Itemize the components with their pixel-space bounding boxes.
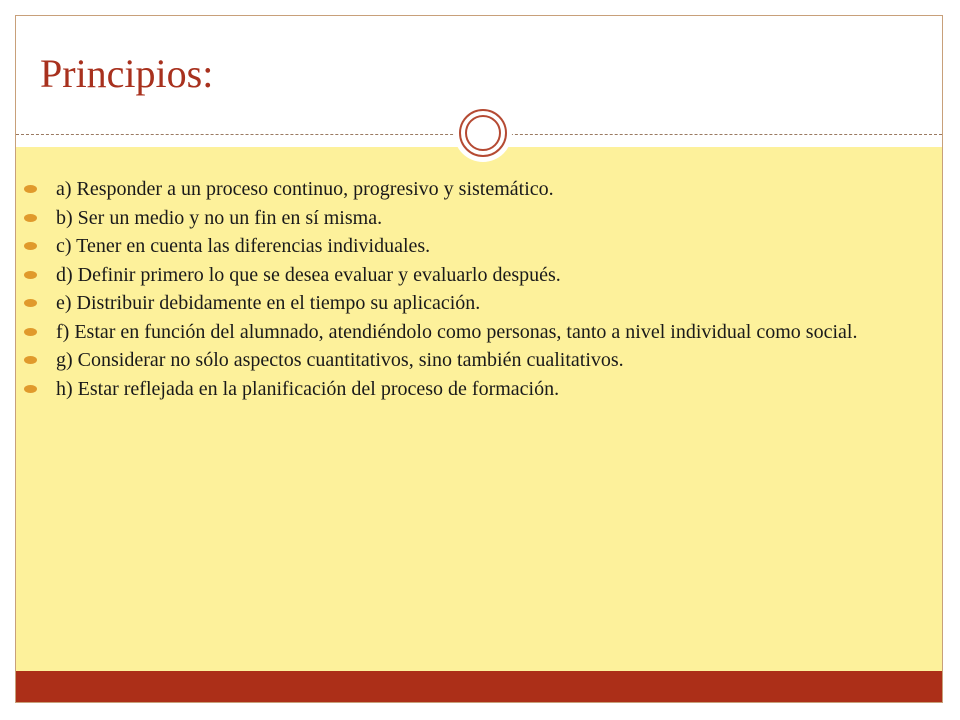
bullet-icon: [24, 242, 37, 250]
list-item-text: h) Estar reflejada en la planificación del proceso de formación.: [56, 377, 560, 400]
bullet-icon: [24, 385, 37, 393]
list-item-text: d) Definir primero lo que se desea evaluar y evaluarlo después.: [56, 263, 561, 286]
list-item: [24, 349, 896, 372]
bullet-icon: [24, 214, 37, 222]
slide-title: Principios:: [40, 51, 214, 96]
bullet-icon: [24, 271, 37, 279]
bottom-bar: [16, 671, 942, 703]
list-item-text: a) Responder a un proceso continuo, progresivo y sistemático.: [56, 178, 554, 200]
list-item: [24, 178, 896, 201]
list-item: [24, 207, 896, 230]
list-item-text: g) Considerar no sólo aspectos cuantitativos, sino también cualitativos.: [56, 349, 624, 371]
list-item-text: f) Estar en función del alumnado, atendiéndolo como personas, tanto a nivel individual como social.: [56, 320, 858, 343]
bullet-icon: [24, 356, 37, 364]
bullet-icon: [24, 328, 37, 336]
list-item: [24, 378, 896, 401]
list-item-text: e) Distribuir debidamente en el tiempo su aplicación.: [56, 292, 481, 314]
list-item-text: b) Ser un medio y no un fin en sí misma.: [56, 206, 383, 229]
list-item-text: c) Tener en cuenta las diferencias individuales.: [56, 235, 431, 257]
list-item: [24, 292, 896, 315]
bullet-icon: [24, 185, 37, 193]
ornament-inner-ring: [465, 115, 501, 151]
bullet-icon: [24, 299, 37, 307]
list-item: [24, 264, 896, 287]
list-item: [24, 321, 896, 344]
list-item: [24, 235, 896, 258]
double-circle-ornament-icon: [454, 104, 512, 162]
bullet-list: [24, 178, 896, 406]
